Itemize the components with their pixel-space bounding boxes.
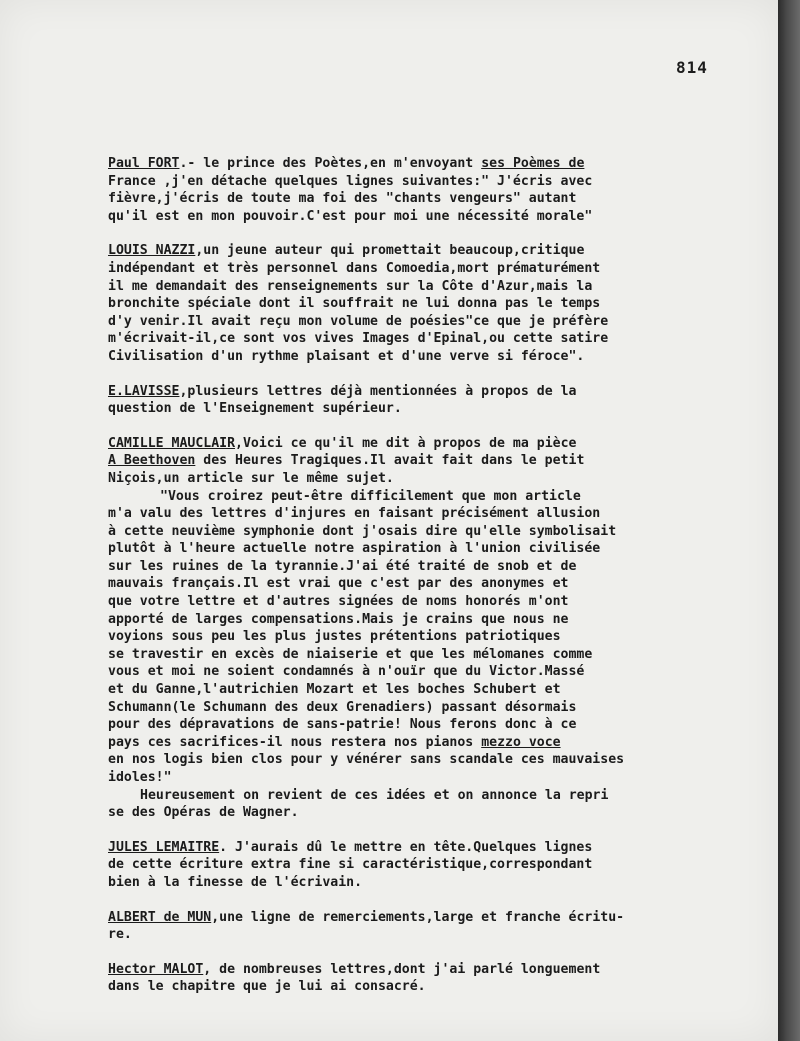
work-title: ses Poèmes de xyxy=(481,156,585,171)
text-line: A Beethoven des Heures Tragiques.Il avait fait dans le petit xyxy=(108,453,585,469)
correspondent-name: LOUIS NAZZI xyxy=(108,243,196,259)
text-line: re. xyxy=(108,927,132,943)
text-line: Niçois,un article sur le même sujet. xyxy=(108,470,394,486)
text-line: Hector MALOT, de nombreuses lettres,dont j'ai parlé longuement xyxy=(108,961,601,977)
work-title: A Beethoven xyxy=(108,453,196,469)
text-line: Heureusement on revient de ces idées et on annonce la repri xyxy=(140,787,609,803)
text-line: plutôt à l'heure actuelle notre aspiration à l'union civilisée xyxy=(108,541,601,557)
correspondent-name: ALBERT de MUN xyxy=(108,909,212,925)
correspondent-name: Paul FORT xyxy=(108,156,180,171)
text-line: de cette écriture extra fine si caractéristique,correspondant xyxy=(108,857,593,873)
text-line: à cette neuvième symphonie dont j'osais dire qu'elle symbolisait xyxy=(108,523,617,539)
text-line: en nos logis bien clos pour y vénérer sans scandale ces mauvaises xyxy=(108,752,625,768)
correspondent-name: E.LAVISSE xyxy=(108,383,180,399)
text-line: et du Ganne,l'autrichien Mozart et les boches Schubert et xyxy=(108,682,561,698)
correspondent-name: JULES LEMAITRE xyxy=(108,839,220,855)
text-line: se des Opéras de Wagner. xyxy=(108,805,299,821)
text-line: CAMILLE MAUCLAIR,Voici ce qu'il me dit à propos de ma pièce xyxy=(108,435,577,451)
text-line: mauvais français.Il est vrai que c'est par des anonymes et xyxy=(108,576,569,592)
text-line: fièvre,j'écris de toute ma foi des "chants vengeurs" autant xyxy=(108,191,577,207)
text-line: d'y venir.Il avait reçu mon volume de poésies"ce que je préfère xyxy=(108,313,609,329)
text-line: E.LAVISSE,plusieurs lettres déjà mentionnées à propos de la xyxy=(108,383,577,399)
entry-jules-lemaitre xyxy=(108,839,764,892)
correspondent-name: CAMILLE MAUCLAIR xyxy=(108,435,236,451)
text-line: France ,j'en détache quelques lignes suivantes:" J'écris avec xyxy=(108,173,593,189)
text-line: m'a valu des lettres d'injures en faisant précisément allusion xyxy=(108,506,601,522)
text-line: indépendant et très personnel dans Comoedia,mort prématurément xyxy=(108,260,601,276)
correspondent-name: Hector MALOT xyxy=(108,961,204,977)
text-line: Civilisation d'un rythme plaisant et d'une verve si féroce". xyxy=(108,348,585,364)
text-line: voyions sous peu les plus justes prétentions patriotiques xyxy=(108,629,561,645)
mezzo-voce: mezzo voce xyxy=(481,734,561,750)
entry-louis-nazzi xyxy=(108,242,764,365)
text-line: Paul FORT.- le prince des Poètes,en m'envoyant ses Poèmes de xyxy=(108,156,585,171)
text-line: ALBERT de MUN,une ligne de remerciements,large et franche écritu- xyxy=(108,909,625,925)
entry-hector-malot xyxy=(108,961,764,996)
entry-albert-de-mun xyxy=(108,909,764,944)
scanner-edge xyxy=(778,0,800,1041)
text-line: LOUIS NAZZI,un jeune auteur qui promettait beaucoup,critique xyxy=(108,243,585,259)
page-number: 814 xyxy=(676,58,708,77)
text-line: Schumann(le Schumann des deux Grenadiers) passant désormais xyxy=(108,699,577,715)
text-line: "Vous croirez peut-être difficilement que mon article xyxy=(160,488,581,504)
text-line: m'écrivait-il,ce sont vos vives Images d'Epinal,ou cette satire xyxy=(108,331,609,347)
text-line: JULES LEMAITRE. J'aurais dû le mettre en tête.Quelques lignes xyxy=(108,839,593,855)
text-line: idoles!" xyxy=(108,770,172,785)
text-line: dans le chapitre que je lui ai consacré. xyxy=(108,979,426,995)
text-line: vous et moi ne soient condamnés à n'ouïr que du Victor.Massé xyxy=(108,664,585,680)
text-line: qu'il est en mon pouvoir.C'est pour moi une nécessité morale" xyxy=(108,208,593,224)
entry-lavisse xyxy=(108,383,764,418)
text-line: pour des dépravations de sans-patrie! Nous ferons donc à ce xyxy=(108,717,577,733)
text-line: pays ces sacrifices-il nous restera nos pianos mezzo voce xyxy=(108,734,561,750)
text-line: bien à la finesse de l'écrivain. xyxy=(108,874,363,890)
entry-camille-mauclair xyxy=(108,435,764,822)
text-line: il me demandait des renseignements sur la Côte d'Azur,mais la xyxy=(108,278,593,294)
text-line: bronchite spéciale dont il souffrait ne lui donna pas le temps xyxy=(108,296,601,312)
text-line: question de l'Enseignement supérieur. xyxy=(108,401,402,417)
text-line: que votre lettre et d'autres signées de noms honorés m'ont xyxy=(108,594,569,610)
text-line: sur les ruines de la tyrannie.J'ai été traité de snob et de xyxy=(108,558,577,574)
text-line: se travestir en excès de niaiserie et que les mélomanes comme xyxy=(108,646,593,662)
letters-text xyxy=(108,155,764,1013)
entry-paul-fort xyxy=(108,155,764,225)
text-line: apporté de larges compensations.Mais je crains que nous ne xyxy=(108,611,569,627)
